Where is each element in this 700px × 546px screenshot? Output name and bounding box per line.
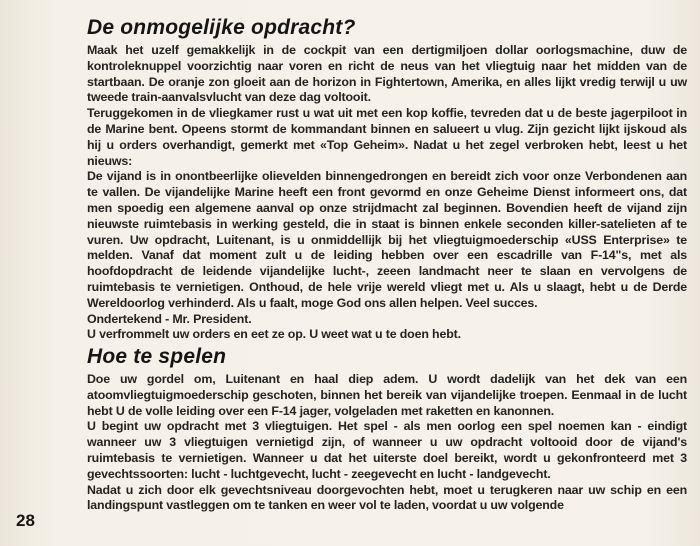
paragraph: U begint uw opdracht met 3 vliegtuigen. Het spel - als men oorlog een spel noemen kan - eindigt wanneer uw 3 vliegtuigen vernietigd zijn, of wanneer u uw opdracht voltooid door de vijand's ruimtebasis te vernietigen. Wanneer u dat het uiterste doel bereikt, wordt u gekonfronteerd met 3 gevechtssoorten: lucht - luchtgevecht, lucht - zeegevecht en lucht - landgevecht. — [87, 419, 687, 481]
paragraph: Ondertekend - Mr. President. — [87, 311, 252, 326]
section-mission — [87, 16, 687, 343]
paragraph: Maak het uzelf gemakkelijk in de cockpit van een dertigmiljoen dollar oorlogsmachine, duw de kontroleknuppel voorzichtig naar voren en richt de neus van het vliegtuig naar het midden van de startbaan. De oranje zon gloeit aan de horizon in Fightertown, Amerika, en alles lijkt vredig terwijl u uw tweede train-aanvalsvlucht van deze dag voltooit. — [87, 43, 687, 105]
paragraph: Teruggekomen in de vliegkamer rust u wat uit met een kop koffie, tevreden dat u de beste jagerpiloot in de Marine bent. Opeens stormt de kommandant binnen en salueert u vlug. Zijn gezicht lijkt ijskoud als hij u orders overhandigt, gemerkt met «Top Geheim». Nadat u het zegel verbroken hebt, leest u het nieuws: — [87, 106, 687, 168]
paragraph: De vijand is in onontbeerlijke olievelden binnengedrongen en bereidt zich voor onze Verbondenen aan te vallen. De vijandelijke Marine heeft een front gevormd en onze Geheime Dienst informeert ons, dat men spoedig een algemene aanval op onze strijdmacht zal beginnen. Bovendien heeft de vijand zijn nieuwste ruimtebasis in werking gesteld, die in staat is binnen enkele seconden killer-satelieten af te vuren. Uw opdracht, Luitenant, is u onmiddellijk bij het vliegtuigmoederschip «USS Enterprise» te melden. Vanaf dat moment zult u de leiding hebben over een escadrille van F-14"s, met als hoofdopdracht de leidende vijandelijke lucht-, zeeen landmacht neer te slaan en vervolgens de ruimtebasis te vernietigen. Onthoud, de hele vrije wereld vliegt met u. Als u slaagt, hebt u de Derde Wereldoorlog verhinderd. Als u faalt, moge God ons allen helpen. Veel succes. — [87, 169, 687, 310]
paragraph: Nadat u zich door elk gevechtsniveau doorgevochten hebt, moet u terugkeren naar uw schip en een landingspunt vastleggen om te tanken en weer vol te laden, voordat u uw volgende — [87, 482, 687, 513]
page-number: 28 — [16, 511, 35, 530]
paragraph: Doe uw gordel om, Luitenant en haal diep adem. U wordt dadelijk van het dek van een atoomvliegtuigmoederschip geschoten, binnen het bereik van vijandelijke troepen. Eenmaal in de lucht hebt U de volle leiding over een F-14 jager, volgeladen met raketten en kanonnen. — [87, 372, 687, 418]
section-heading-mission: De onmogelijke opdracht? — [87, 16, 356, 39]
paragraph: U verfrommelt uw orders en eet ze op. U weet wat u te doen hebt. — [87, 327, 461, 342]
section-heading-how-to-play: Hoe te spelen — [87, 345, 227, 368]
section-how-to-play — [87, 345, 687, 514]
